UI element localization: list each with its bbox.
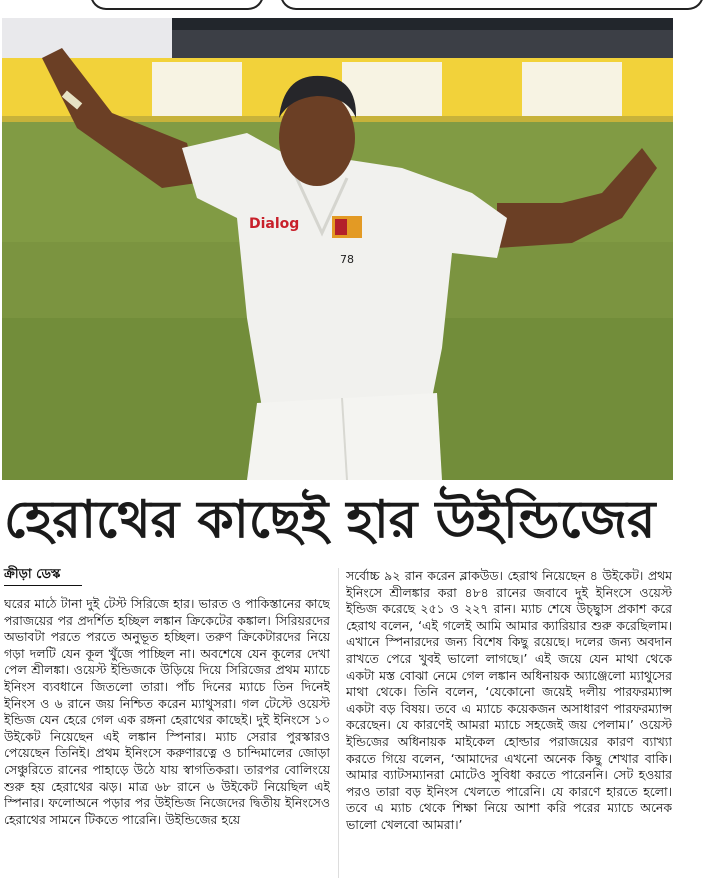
headline: হেরাথের কাছেই হার উইন্ডিজের xyxy=(4,490,656,550)
sponsor-logo: Dialog xyxy=(249,216,300,232)
jersey-number: 78 xyxy=(340,253,354,266)
decorative-curve xyxy=(280,0,704,10)
byline-underline xyxy=(4,585,82,586)
article-column-right xyxy=(346,568,672,882)
article-column-left xyxy=(4,596,330,882)
news-photo xyxy=(2,18,673,480)
column-divider xyxy=(338,568,339,878)
article-text-left: ঘরের মাঠে টানা দুই টেস্ট সিরিজে হার। ভারত ও পাকিস্তানের কাছে পরাজয়ের পর প্রদর্শিত হচ্ছিল লঙ্কান ক্রিকেটের কঙ্কাল। সিরিয়রদের অভাবটা পরতে পরতে অনুভূত হচ্ছিল। তরুণ ক্রিকেটারদের নিয়ে গড়া দলটি যেন কূল খুঁজে পাচ্ছিল না। অবশেষে যেন কূলের দেখা পেল শ্রীলঙ্কা। ওয়েস্ট ইন্ডিজকে উড়িয়ে দিয়ে সিরিজের প্রথম ম্যাচে ইনিংস ব্যবধানে জিতলো তারা। পাঁচ দিনের ম্যাচে তিন দিনেই ইনিংস ও ৬ রানে জয় নিশ্চিত করেন ম্যাথুসরা। গল টেস্টে ওয়েস্ট ইন্ডিজ যেন হেরে গেল এক রঙ্গনা হেরাথের কাছেই। দুই ইনিংসে ১০ উইকেট নিয়েছেন এই লঙ্কান স্পিনার। ম্যাচ সেরার পুরস্কারও পেয়েছেন তিনিই। প্রথম ইনিংসে করুণারত্নে ও চান্দিমালের জোড়া সেঞ্চুরিতে রানের পাহাড়ে উঠে যায় স্বাগতিকরা। তারপর বোলিংয়ে শুরু হয় হেরাথের ঝড়। মাত্র ৬৮ রানে ৬ উইকেট নিয়েছিল এই স্পিনার। ফলোঅনে পড়ার পর উইন্ডিজ নিজেদের দ্বিতীয় ইনিংসেও হেরাথের সামনে টিকতে পারেনি। উইন্ডিজের হয়ে xyxy=(4,596,330,827)
page-top-edge xyxy=(0,0,705,18)
article-text-right: সর্বোচ্চ ৯২ রান করেন ব্লাকউড। হেরাথ নিয়েছেন ৪ উইকেট। প্রথম ইনিংসে শ্রীলঙ্কার করা ৪৮৪ রানের জবাবে দুই ইনিংসে ওয়েস্ট ইন্ডিজ করেছে ২৫১ ও ২২৭ রান। ম্যাচ শেষে উচ্ছ্বাস প্রকাশ করে হেরাথ বলেন, ‘এই গলেই আমি আমার ক্যারিয়ার শুরু করেছিলাম। এখানে স্পিনারদের জন্য বিশেষ কিছু রয়েছে। দলের জন্য অবদান রাখতে পেরে খুবই ভালো লাগছে।’ এই জয়ে যেন মাথা থেকে একটা মস্ত বোঝা নেমে গেল লঙ্কান অধিনায়ক অ্যাঞ্জেলো ম্যাথুসের মাথা থেকে। তিনি বলেন, ‘যেকোনো জয়েই দলীয় পারফরম্যান্স একটা বড় বিষয়। তবে এ ম্যাচে কয়েকজন অসাধারণ পারফরম্যান্স করেছেন। যে কারণেই আমরা ম্যাচে সহজেই জয় পেলাম।’ ওয়েস্ট ইন্ডিজের অধিনায়ক মাইকেল হোল্ডার পরাজয়ের কারণ ব্যাখ্যা করতে গিয়ে বলেন, ‘আমাদের এখনো অনেক কিছু শেখার বাকি। আমার ব্যাটসম্যানরা মোটেও সুবিধা করতে পারেননি। সেট হওয়ার পরও তারা বড় ইনিংস খেলতে পারেনি। যে কারণে হারতে হলো। তবে এ ম্যাচ থেকে শিক্ষা নিয়ে আশা করি পরের ম্যাচে অনেক ভালো খেলবো আমরা।’ xyxy=(346,568,672,832)
byline: ক্রীড়া ডেস্ক xyxy=(4,567,61,582)
decorative-curve xyxy=(90,0,264,10)
